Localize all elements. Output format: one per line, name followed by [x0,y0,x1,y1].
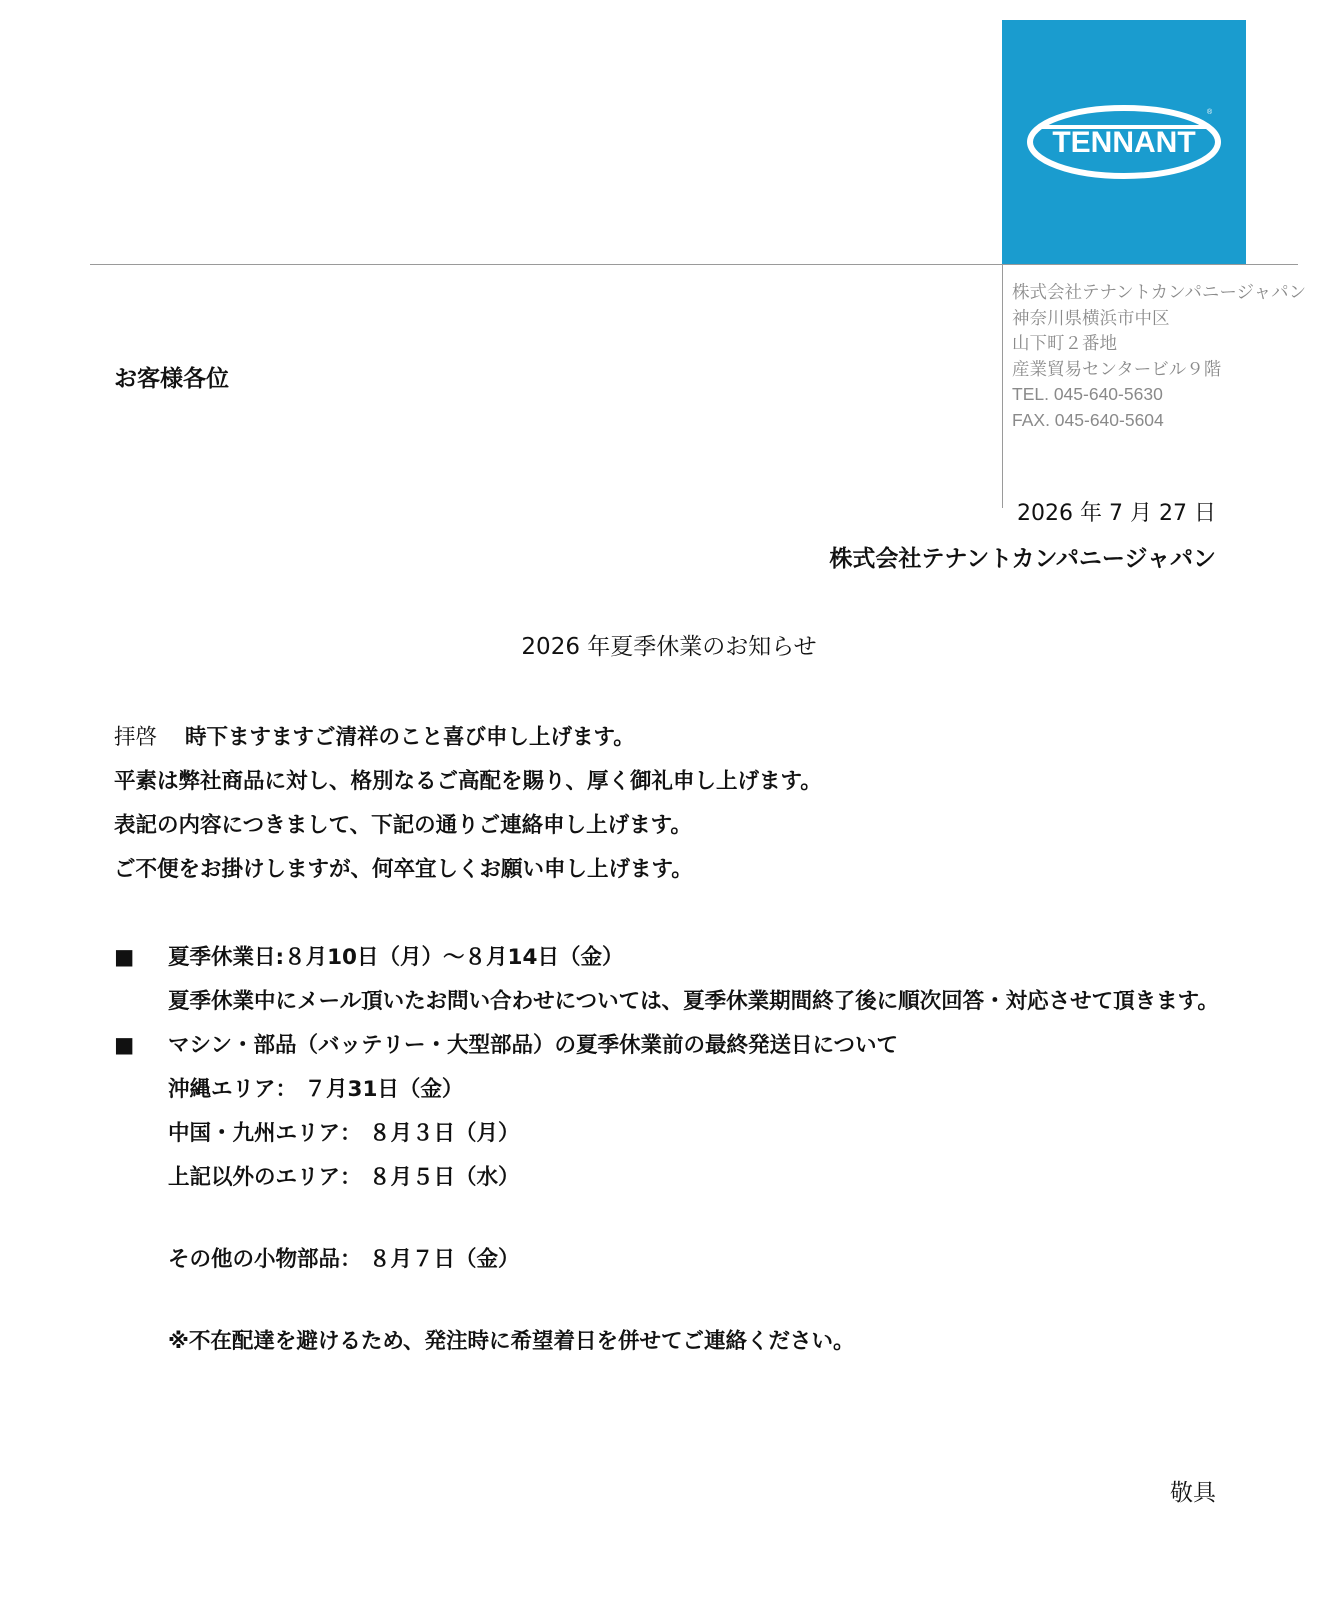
bullet-square-icon: ■ [114,1033,135,1058]
closing-word: 敬具 [1170,1480,1216,1506]
holiday-email-note: 夏季休業中にメール頂いたお問い合わせについては、夏季休業期間終了後に順次回答・対応させて頂きます。 [168,989,1219,1014]
body-line: ご不便をお掛けしますが、何卒宜しくお願い申し上げます。 [114,857,693,882]
recipient: お客様各位 [114,366,229,392]
fax-number: FAX. 045-640-5604 [1012,409,1164,430]
body-line: 平素は弊社商品に対し、格別なるご高配を賜り、厚く御礼申し上げます。 [114,769,822,794]
letter-body [114,716,1224,892]
delivery-notice: ※不在配達を避けるため、発注時に希望着日を併せてご連絡ください。 [168,1329,855,1354]
body-line: 表記の内容につきまして、下記の通りご連絡申し上げます。 [114,813,692,838]
letter-title: 2026 年夏季休業のお知らせ [521,634,817,660]
area-chugoku-kyushu: 中国・九州エリア： ８月３日（月） [168,1121,520,1146]
shipping-heading: マシン・部品（バッテリー・大型部品）の夏季休業前の最終発送日について [168,1033,899,1058]
bullet-square-icon: ■ [114,945,135,970]
notice-items [114,936,1224,1364]
greeting-text: 時下ますますご清祥のこと喜び申し上げます。 [185,725,635,750]
small-parts-date: その他の小物部品： ８月７日（金） [168,1247,520,1272]
holiday-period: 夏季休業日:８月10日（月）～８月14日（金） [168,945,624,970]
header-divider [90,264,1298,265]
list-item-holiday [114,936,1224,1024]
sender-name: 株式会社テナントカンパニージャパン [829,546,1216,572]
letter-date: 2026 年 7 月 27 日 [1017,501,1216,526]
greeting-word: 拝啓 [114,725,158,750]
greeting-line [114,716,1224,760]
area-okinawa: 沖縄エリア： ７月31日（金） [168,1077,464,1102]
phone-number: TEL. 045-640-5630 [1012,384,1163,404]
address-line-3: 産業貿易センタービル９階 [1012,358,1222,379]
svg-text:®: ® [1207,109,1213,116]
tennant-logo-mark [1002,20,1246,264]
tennant-logo [1002,20,1246,264]
company-name: 株式会社テナントカンパニージャパン [1012,282,1307,302]
address-line-2: 山下町２番地 [1012,333,1117,353]
address-line-1: 神奈川県横浜市中区 [1012,307,1170,328]
svg-text:TENNANT: TENNANT [1052,126,1196,159]
info-divider [1002,264,1003,508]
area-other: 上記以外のエリア： ８月５日（水） [168,1165,520,1190]
company-address-block [1012,280,1337,433]
list-item-shipping [114,1024,1224,1364]
